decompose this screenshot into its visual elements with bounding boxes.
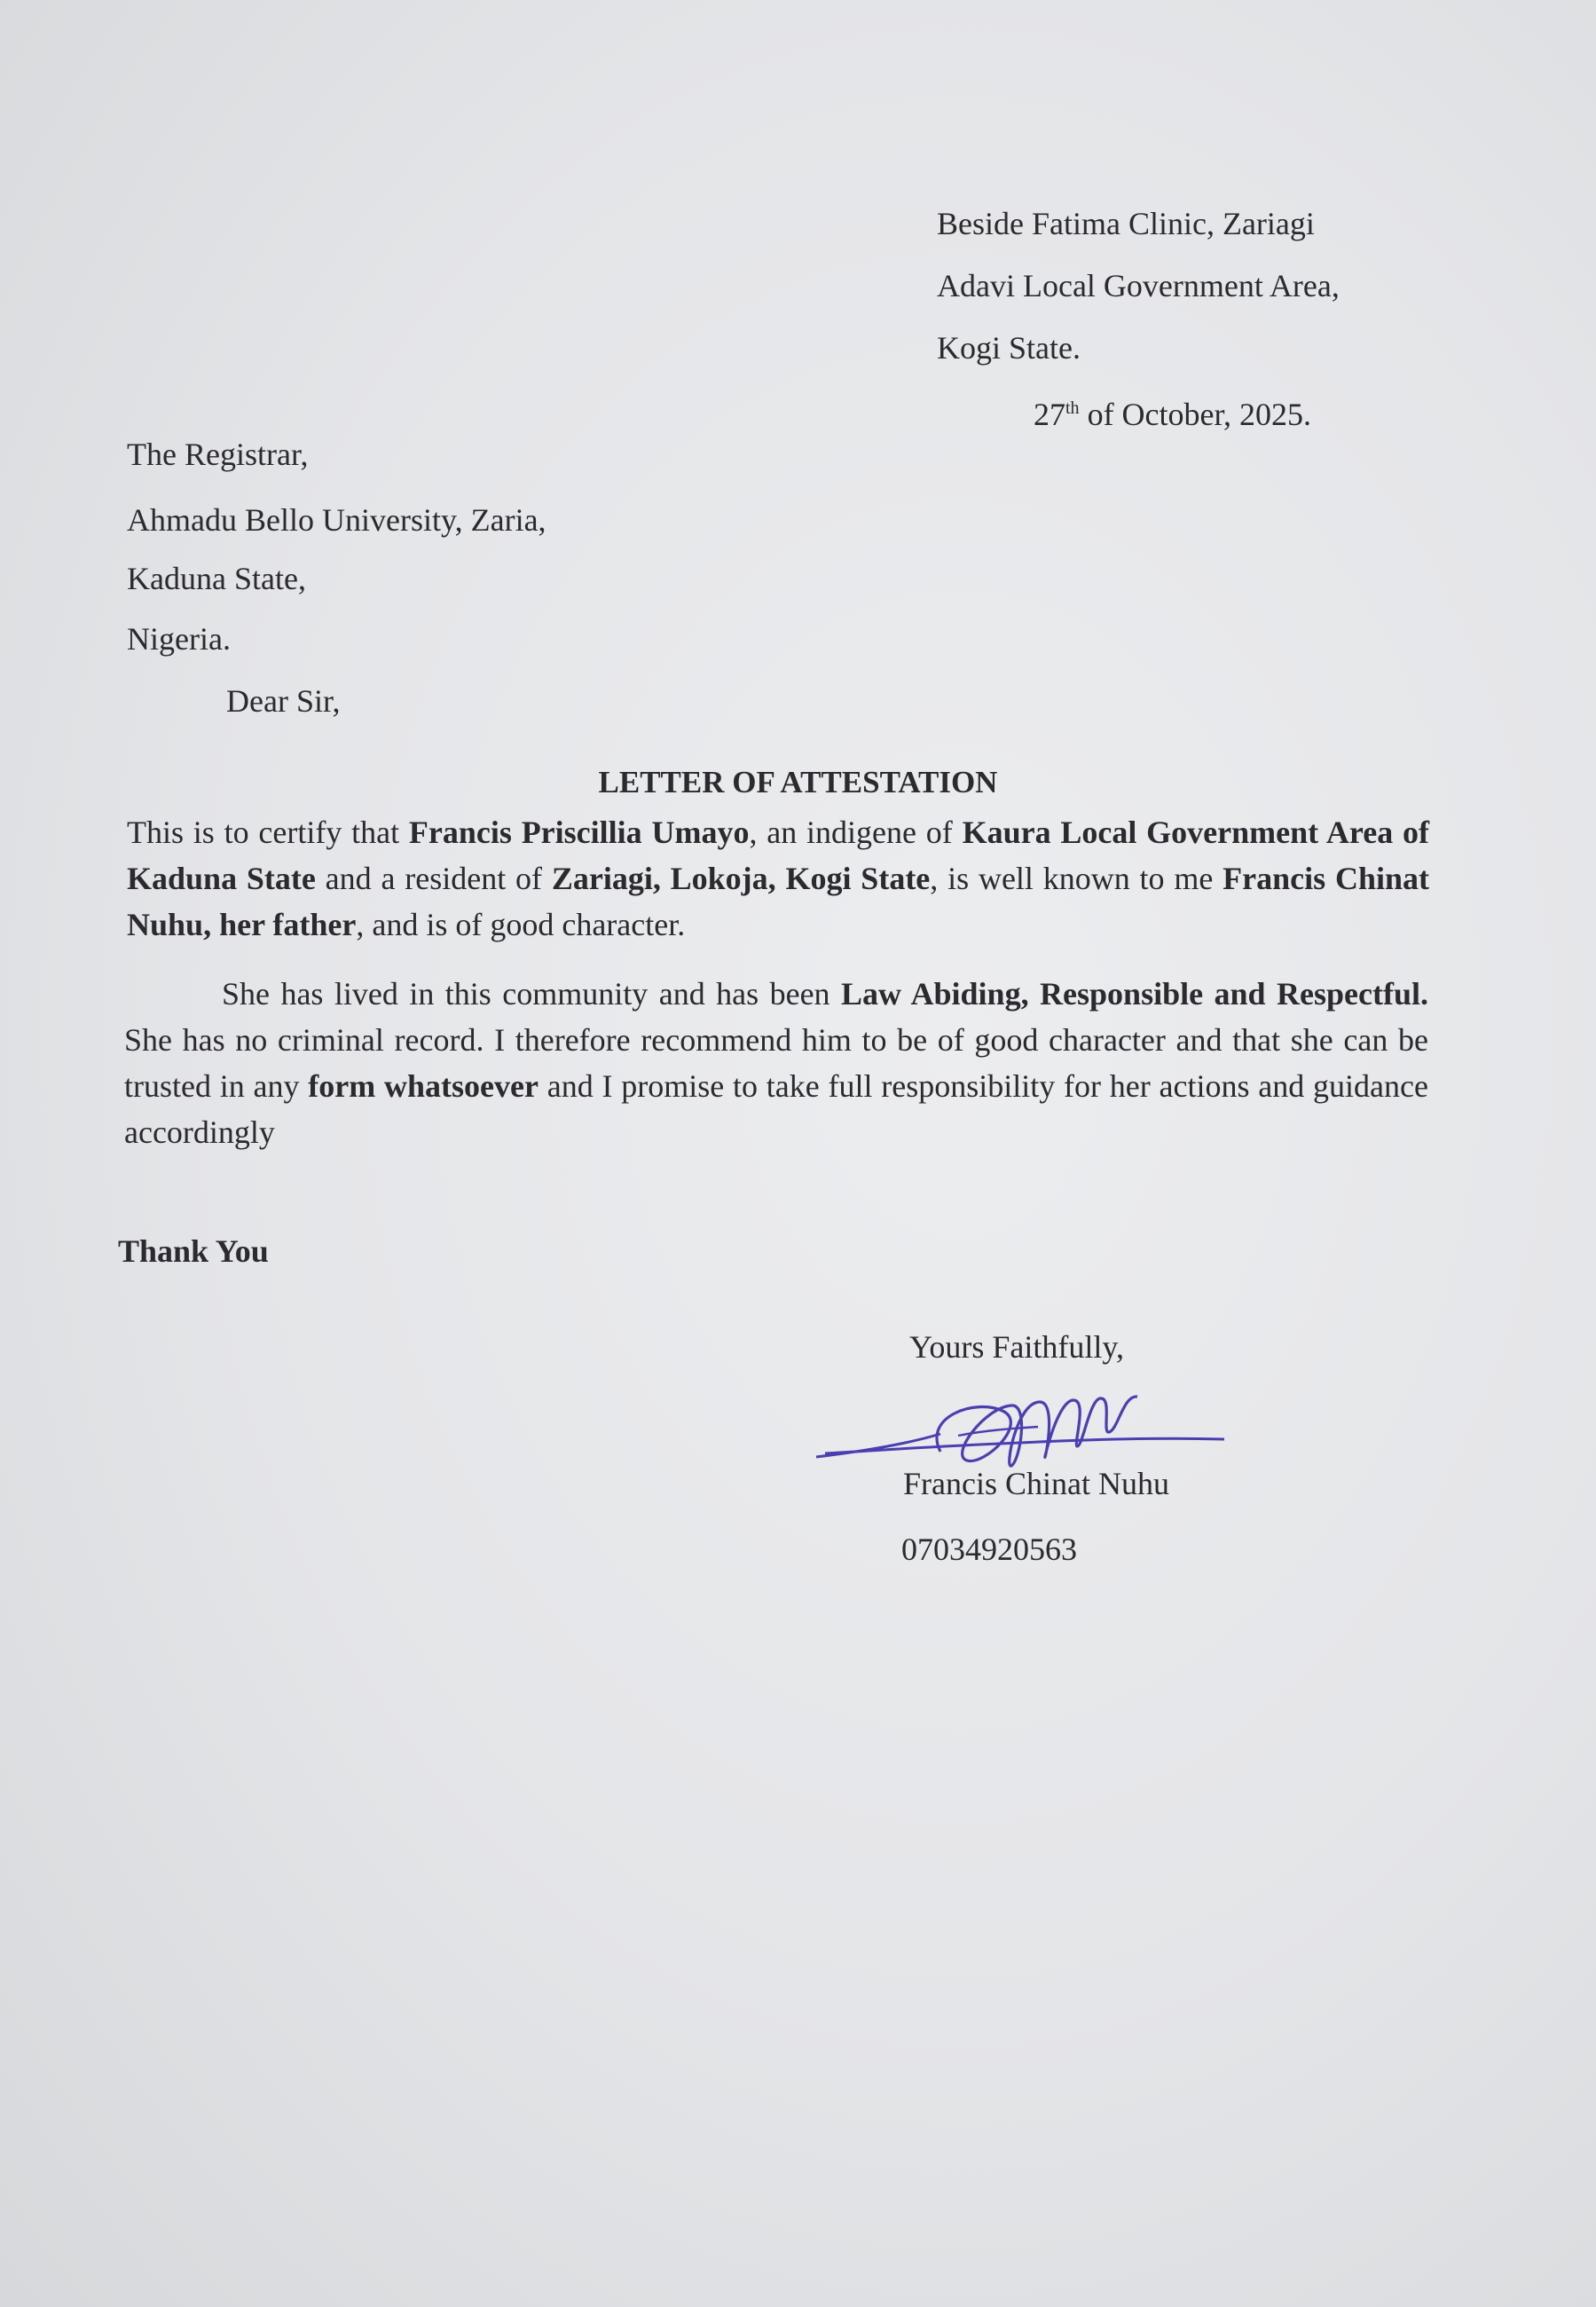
p1-bold-4: Francis Chinat Nuhu, her father xyxy=(127,861,1429,942)
phone-number: 07034920563 xyxy=(901,1531,1077,1567)
date-suffix: th xyxy=(1065,398,1080,418)
paragraph-1 xyxy=(127,809,1429,948)
p2-bold-2: form whatsoever xyxy=(308,1068,539,1104)
closing-thanks: Thank You xyxy=(118,1233,269,1269)
p1-text-5: , and is of good character. xyxy=(356,907,686,942)
sender-address-line-2: Adavi Local Government Area, xyxy=(937,268,1340,303)
p2-text-2: She has no criminal record. I therefore recommend him to be of good character and that she can be trusted in any xyxy=(124,1022,1428,1104)
signatory-name: Francis Chinat Nuhu xyxy=(903,1466,1169,1501)
letter-title: LETTER OF ATTESTATION xyxy=(598,765,998,799)
p2-bold-1: Law Abiding, Responsible and Respectful. xyxy=(841,976,1429,1012)
paragraph-2 xyxy=(124,971,1428,1155)
handwritten-signature xyxy=(807,1381,1251,1478)
recipient-line-4: Nigeria. xyxy=(127,621,231,657)
sender-address-line-3: Kogi State. xyxy=(937,330,1081,366)
letter-date xyxy=(1034,390,1311,432)
date-day: 27 xyxy=(1034,397,1065,432)
p2-text-1: She has lived in this community and has been xyxy=(222,976,842,1012)
p1-text-1: This is to certify that xyxy=(127,815,409,850)
p1-text-3: and a resident of xyxy=(315,861,552,896)
recipient-line-3: Kaduna State, xyxy=(127,561,306,596)
p1-bold-2: Kaura Local Government Area of Kaduna State xyxy=(127,815,1429,896)
recipient-line-2: Ahmadu Bello University, Zaria, xyxy=(127,502,546,538)
p1-bold-1: Francis Priscillia Umayo xyxy=(408,815,750,850)
p1-text-4: , is well known to me xyxy=(930,861,1223,896)
salutation: Dear Sir, xyxy=(226,683,341,719)
p1-text-2: , an indigene of xyxy=(749,815,963,850)
p2-text-3: and I promise to take full responsibility for her actions and guidance accordingly xyxy=(124,1068,1428,1150)
p1-bold-3: Zariagi, Lokoja, Kogi State xyxy=(551,861,931,896)
sign-off: Yours Faithfully, xyxy=(909,1329,1125,1365)
recipient-line-1: The Registrar, xyxy=(127,437,309,472)
sender-address-line-1: Beside Fatima Clinic, Zariagi xyxy=(937,206,1315,241)
date-rest: of October, 2025. xyxy=(1079,397,1312,432)
